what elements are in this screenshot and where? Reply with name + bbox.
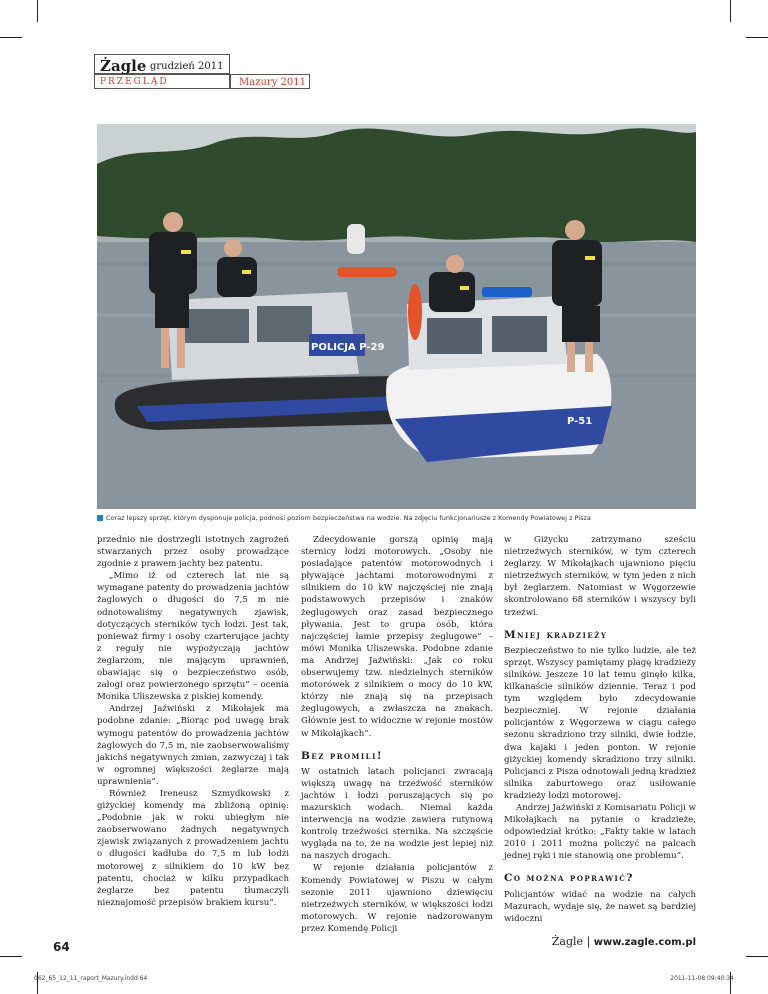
page-number: 64 [53,940,70,954]
paragraph: W rejonie działania policjantów z Komendy Powiatowej w Piszu w całym sezonie 2011 ujawniono dziewięciu nietrzeźwych sterników, w większości łodzi motorowych. W rejonie nadzorowanym przez Komendę Policji [301,863,493,934]
issue-topic: Mazury 2011 [239,77,306,88]
crop-mark [746,37,768,38]
crop-mark [0,956,22,957]
paragraph: Andrzej Jaźwiński z Komisariatu Policji w Mikołajkach na pytanie o kradzieże, odpowiedział krótko: „Fakty takie w latach 2010 i 2011 można policzyć na palcach jednej ręki i nie stanowią one problemu”. [504,802,696,862]
caption-text: Coraz lepszy sprzęt, którym dysponuje policja, podnosi poziom bezpieczeństwa na wodzie. Na zdjęciu funkcjonariusze z Komendy Powiatowej z Pisza [106,514,591,522]
footer-url: www.zagle.com.pl [593,937,696,948]
paragraph: Andrzej Jaźwiński z Mikołajek ma podobne zdanie: „Biorąc pod uwagę brak wymogu patentów do prowadzenia jachtów żaglowych do 7,5 m, nie zaobserwowaliśmy jakichś negatywnych zmian, zazwyczaj i tak w ogromnej większości żeglarze mają uprawnienia”. [97,704,289,787]
paragraph: w Giżycku zatrzymano sześciu nietrzeźwych sterników, w tym czterech żeglarzy. W Mikołajkach ujawniono pięciu nietrzeźwych sterników, w tym jeden z nich był żeglarzem. Natomiast w Węgorzewie skontrolowano 68 sterników i wszyscy byli trzeźwi. [504,535,696,618]
paragraph: Bezpieczeństwo to nie tylko ludzie, ale też sprzęt. Wszyscy pamiętamy plagę kradzieży silników. Jeszcze 10 lat temu ginęło kilka, kilkanaście silników dziennie. Teraz i pod tym względem było zdecydowanie bezpieczniej. W rejonie działania policjantów z Węgorzewa w ciągu całego sezonu skradziono trzy silniki, dwie łodzie, dwa kajaki i jeden ponton. W rejonie giżyckiej komendy skradziono trzy silniki. Policjanci z Pisza odnotowali jedną kradzież silnika zaburtowego oraz usiłowanie kradzieży łodzi motorowej. [504,645,696,801]
paragraph: W ostatnich latach policjanci zwracają większą uwagę na trzeźwość sterników jachtów i łodzi poruszających się po mazurskich wodach. Niemal każda interwencja na wodzie zawiera rutynową kontrolę trzeźwości sternika. Na szczęście wygląda na to, że na wodzie jest lepiej niż na naszych drogach. [301,766,493,862]
subheading: Co można poprawić? [504,872,634,885]
print-timestamp: 2011-11-08 09:40:34 [670,975,734,982]
subheading: Bez promili! [301,749,383,762]
footer-brand [552,935,696,948]
boat-right-label: P-51 [567,416,593,427]
subheading: Mniej kradzieży [504,628,608,641]
paragraph: Również Ireneusz Szmydkowski z giżyckiej komendy ma zbliżoną opinię: „Podobnie jak w roku ubiegłym nie zaobserwowano żadnych negatywnych zjawisk związanych z prowadzeniem jachtu o długości kadłuba do 7,5 m lub łodzi motorowej z silnikiem do 10 kW bez patentu, chociaż w kilku przypadkach żeglarze bez patentu tłumaczyli nieznajomość przepisów brakiem kursu”. [97,788,289,908]
crop-mark [0,37,22,38]
article-column-3 [504,534,696,925]
crop-mark [730,0,731,22]
magazine-title: Żagle [100,57,147,75]
article-column-2 [301,534,493,935]
photo-caption [97,514,591,522]
paragraph: Zdecydowanie gorszą opinię mają sternicy łodzi motorowych. „Osoby nie posiadające patentów motorowodnych i pływające jachtami motorowodnymi z silnikiem do 10 kW najczęściej nie znają podstawowych przepisów i znaków żeglugowych oraz zasad bezpiecznego pływania. Jest to grupa osób, która najczęściej łamie przepisy żeglugowe” – mówi Monika Uliszewska. Podobne zdanie ma Andrzej Jaźwiński: „Jak co roku obserwujemy tzw. niedzielnych sterników motorówek z silnikiem o mocy do 10 kW, którzy nie znają się na przepisach żeglugowych, a zwłaszcza na znakach. Głównie jest to widoczne w rejonie mostów w Mikołajkach”. [301,535,493,739]
police-boats-photo [97,124,696,509]
boat-left-label: POLICJA P-29 [311,342,385,353]
paragraph: Policjantów widać na wodzie na całych Mazurach, wydaje się, że nawet są bardziej widoczni [504,889,696,924]
crop-mark [746,956,768,957]
paragraph: przednio nie dostrzegli istotnych zagrożeń stwarzanych przez osoby prowadzące zgodnie z prawem jachty bez patentu. [97,535,289,570]
crop-mark [37,0,38,22]
issue-date: grudzień 2011 [150,61,224,72]
paragraph: „Mimo iż od czterech lat nie są wymagane patenty do prowadzenia jachtów żaglowych o długości do 7,5 m nie odnotowaliśmy negatywnych zjawisk, dotyczących sterników tych łodzi. Jest tak, ponieważ firmy i osoby czarterujące jachty z reguły nie wypożyczają jachtów żeglarzom, nie mającym uprawnień, obawiając się o bezpieczeństwo osób, załogi oraz powierzonego sprzętu” – ocenia Monika Uliszewska z piskiej komendy. [97,571,289,703]
footer-separator: | [586,935,591,948]
caption-square-icon [97,515,103,521]
footer-magazine: Żagle [551,935,584,948]
file-slug: 062_65_12_11_raport_Mazury.indd 64 [34,975,148,982]
section-label: PRZEGLĄD [100,77,169,87]
article-column-1 [97,534,289,909]
